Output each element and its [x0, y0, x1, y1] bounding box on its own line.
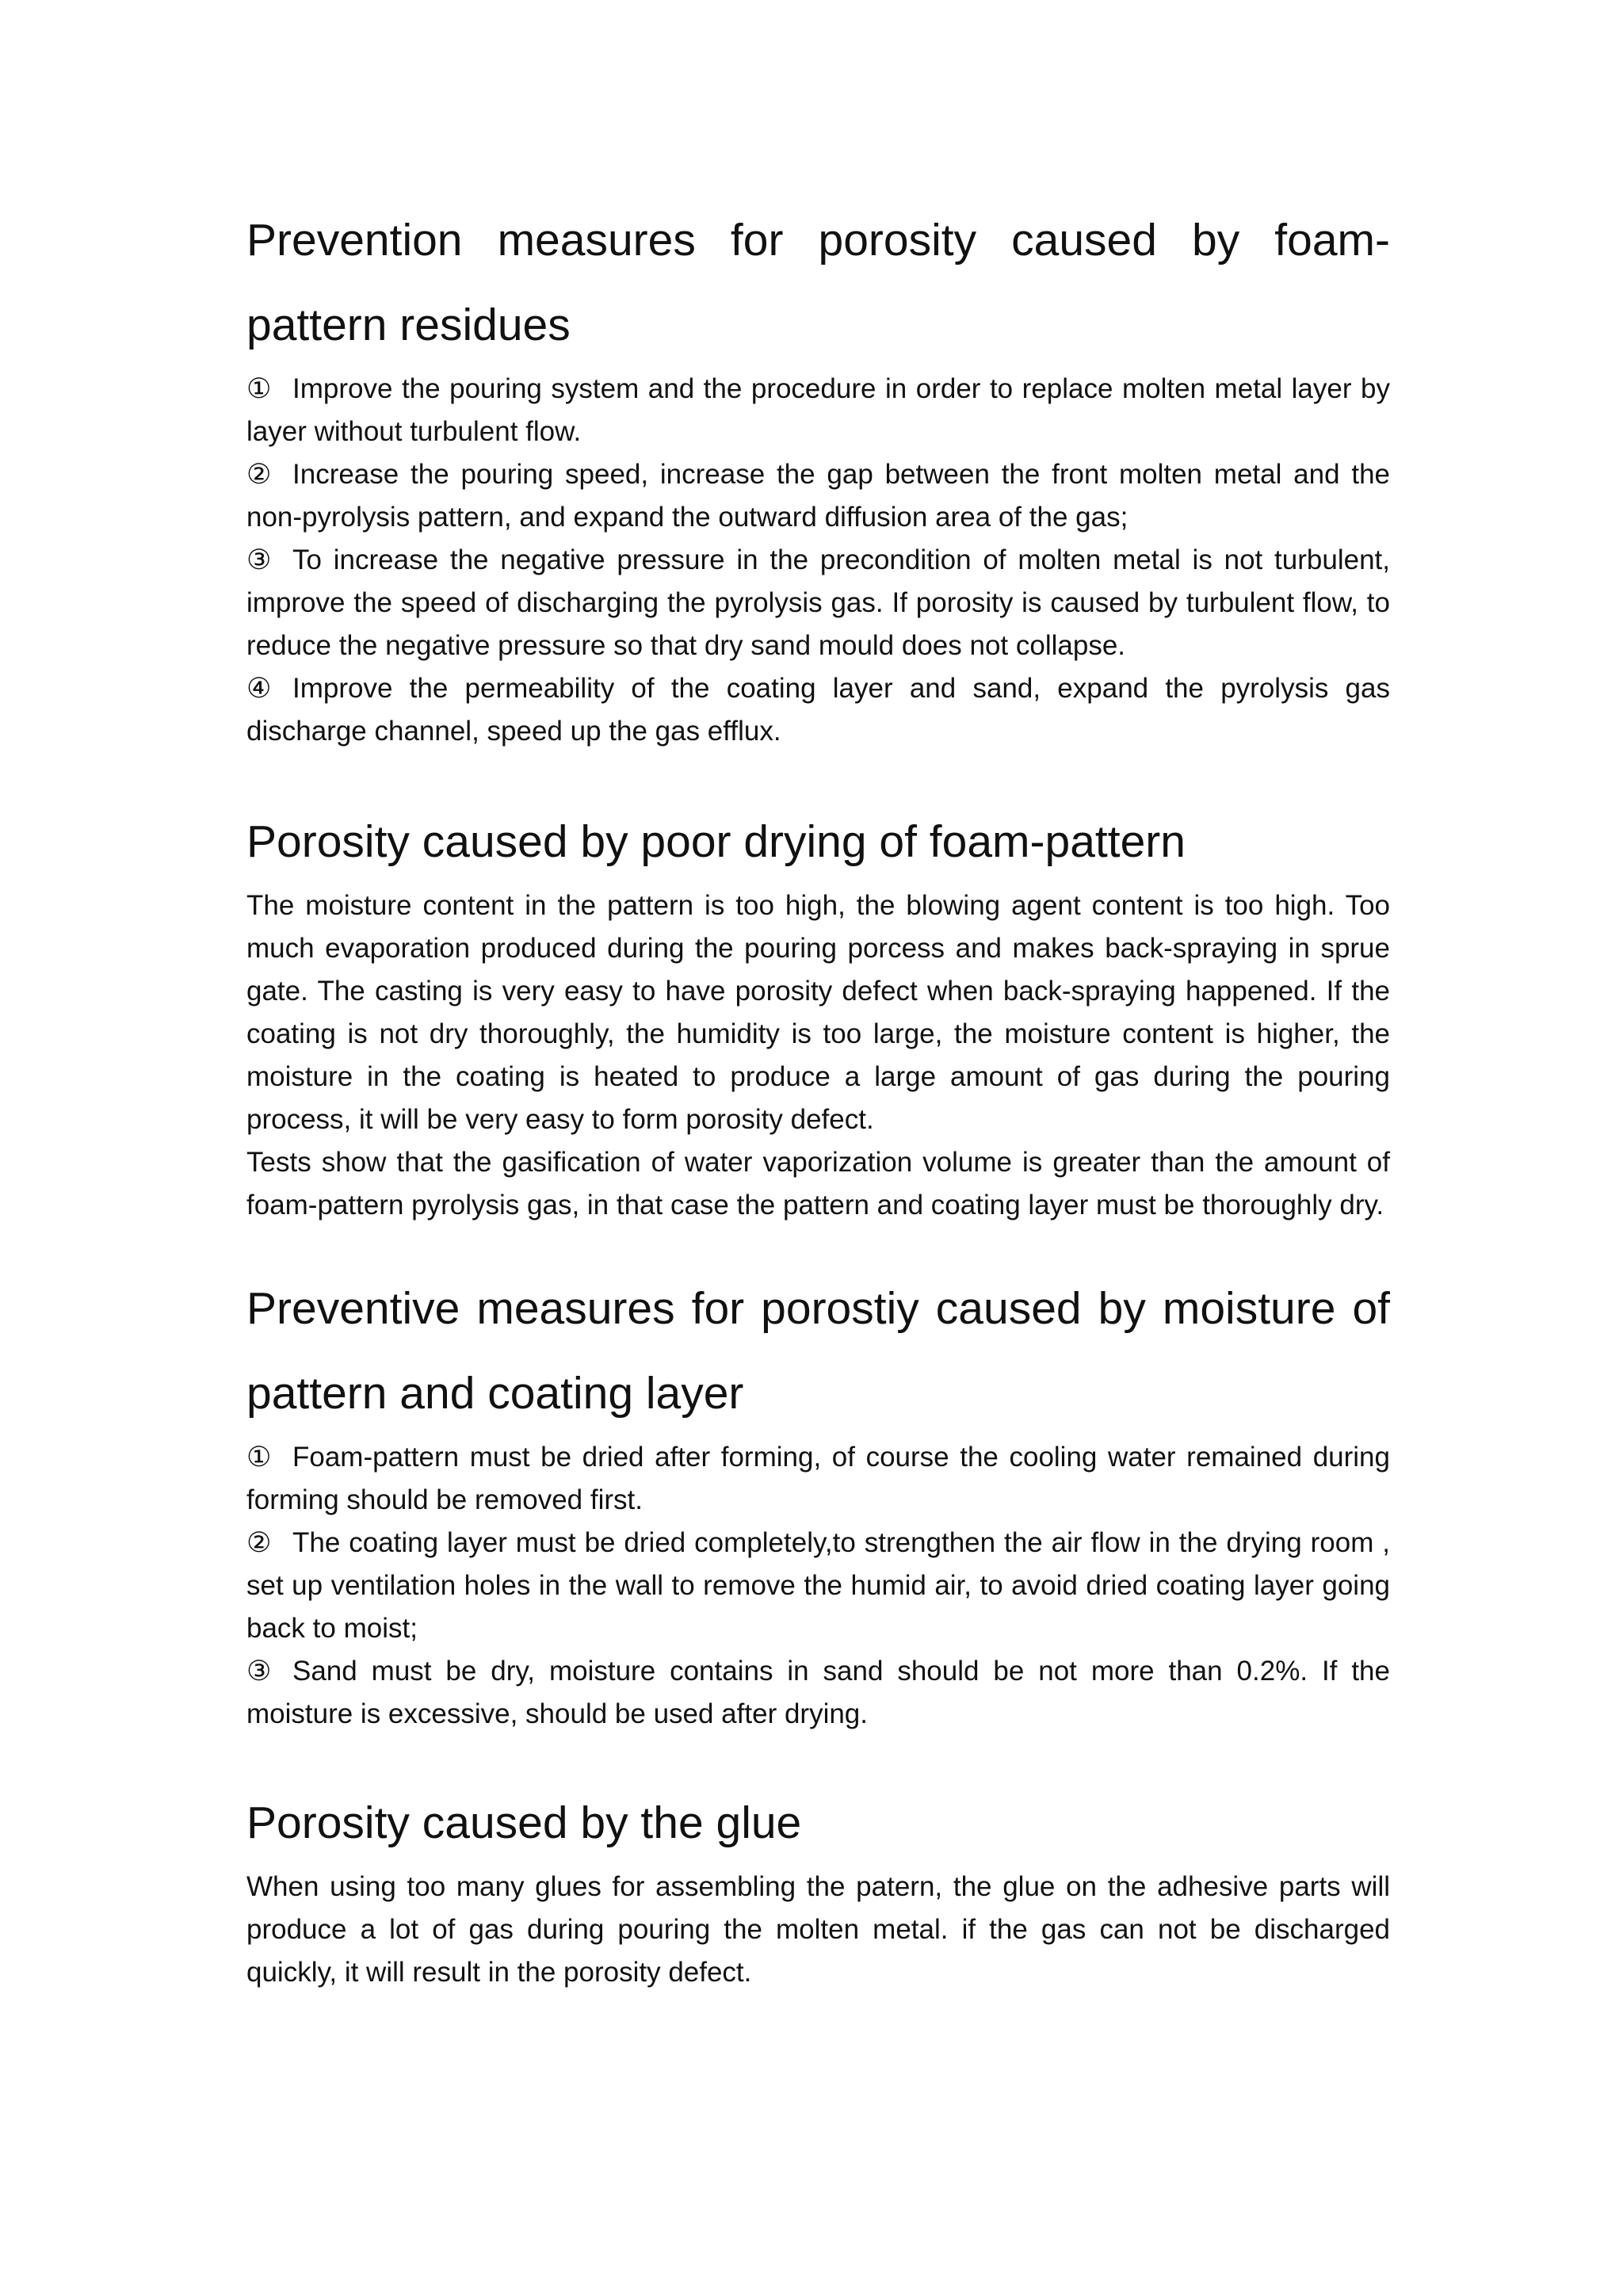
list-item — [246, 368, 1390, 453]
body-paragraph: When using too many glues for assembling the patern, the glue on the adhesive parts will produce a lot of gas during pouring the molten metal. if the gas can not be discharged quickly, it will result in the porosity defect. — [246, 1871, 1390, 1988]
item-text: The coating layer must be dried completely,to strengthen the air flow in the drying room , set up ventilation holes in the wall to remove the humid air, to avoid dried coating layer going back to moist; — [246, 1527, 1390, 1644]
list-item — [246, 667, 1390, 753]
item-text: Foam-pattern must be dried after forming, of course the cooling water remained during forming should be removed first. — [246, 1442, 1390, 1515]
item-text: Improve the permeability of the coating layer and sand, expand the pyrolysis gas discharge channel, speed up the gas efflux. — [246, 673, 1390, 747]
item-text: Sand must be dry, moisture contains in sand should be not more than 0.2%. If the moisture is excessive, should be used after drying. — [246, 1656, 1390, 1729]
list-item — [246, 1436, 1390, 1522]
section-moisture-prevention — [246, 1266, 1390, 1736]
item-text: Improve the pouring system and the procedure in order to replace molten metal layer by layer without turbulent flow. — [246, 373, 1390, 447]
section-heading: Porosity caused by poor drying of foam-pattern — [246, 816, 1186, 867]
section-heading: Prevention measures for porosity caused by foam-pattern residues — [246, 215, 1390, 350]
list-item — [246, 539, 1390, 667]
item-number: ① — [246, 1442, 272, 1473]
body-paragraph: The moisture content in the pattern is too high, the blowing agent content is too high. Too much evaporation produced during the pouring porcess and makes back-spraying in sprue gate. The casting is very easy to have porosity defect when back-spraying happened. If the coating is not dry thoroughly, the humidity is too large, the moisture content is higher, the moisture in the coating is heated to produce a large amount of gas during the pouring process, it will be very easy to form porosity defect. — [246, 890, 1390, 1135]
item-number: ① — [246, 373, 272, 404]
item-number: ③ — [246, 1656, 272, 1687]
item-text: To increase the negative pressure in the precondition of molten metal is not turbulent, improve the speed of discharging the pyrolysis gas. If porosity is caused by turbulent flow, to reduce the negative pressure so that dry sand mould does not collapse. — [246, 544, 1390, 661]
section-foam-residues — [246, 198, 1390, 753]
section-heading: Preventive measures for porostiy caused by moisture of pattern and coating layer — [246, 1283, 1390, 1419]
list-item — [246, 1522, 1390, 1650]
section-poor-drying — [246, 800, 1390, 1227]
list-item — [246, 1650, 1390, 1736]
item-number: ② — [246, 1527, 272, 1558]
body-paragraph: Tests show that the gasification of water vaporization volume is greater than the amount of foam-pattern pyrolysis gas, in that case the pattern and coating layer must be thoroughly dry. — [246, 1147, 1390, 1221]
section-heading: Porosity caused by the glue — [246, 1797, 802, 1848]
section-glue — [246, 1781, 1390, 1994]
item-number: ③ — [246, 544, 272, 575]
item-text: Increase the pouring speed, increase the gap between the front molten metal and the non-pyrolysis pattern, and expand the outward diffusion area of the gas; — [246, 459, 1390, 533]
item-number: ② — [246, 459, 272, 490]
item-number: ④ — [246, 673, 272, 704]
list-item — [246, 453, 1390, 539]
